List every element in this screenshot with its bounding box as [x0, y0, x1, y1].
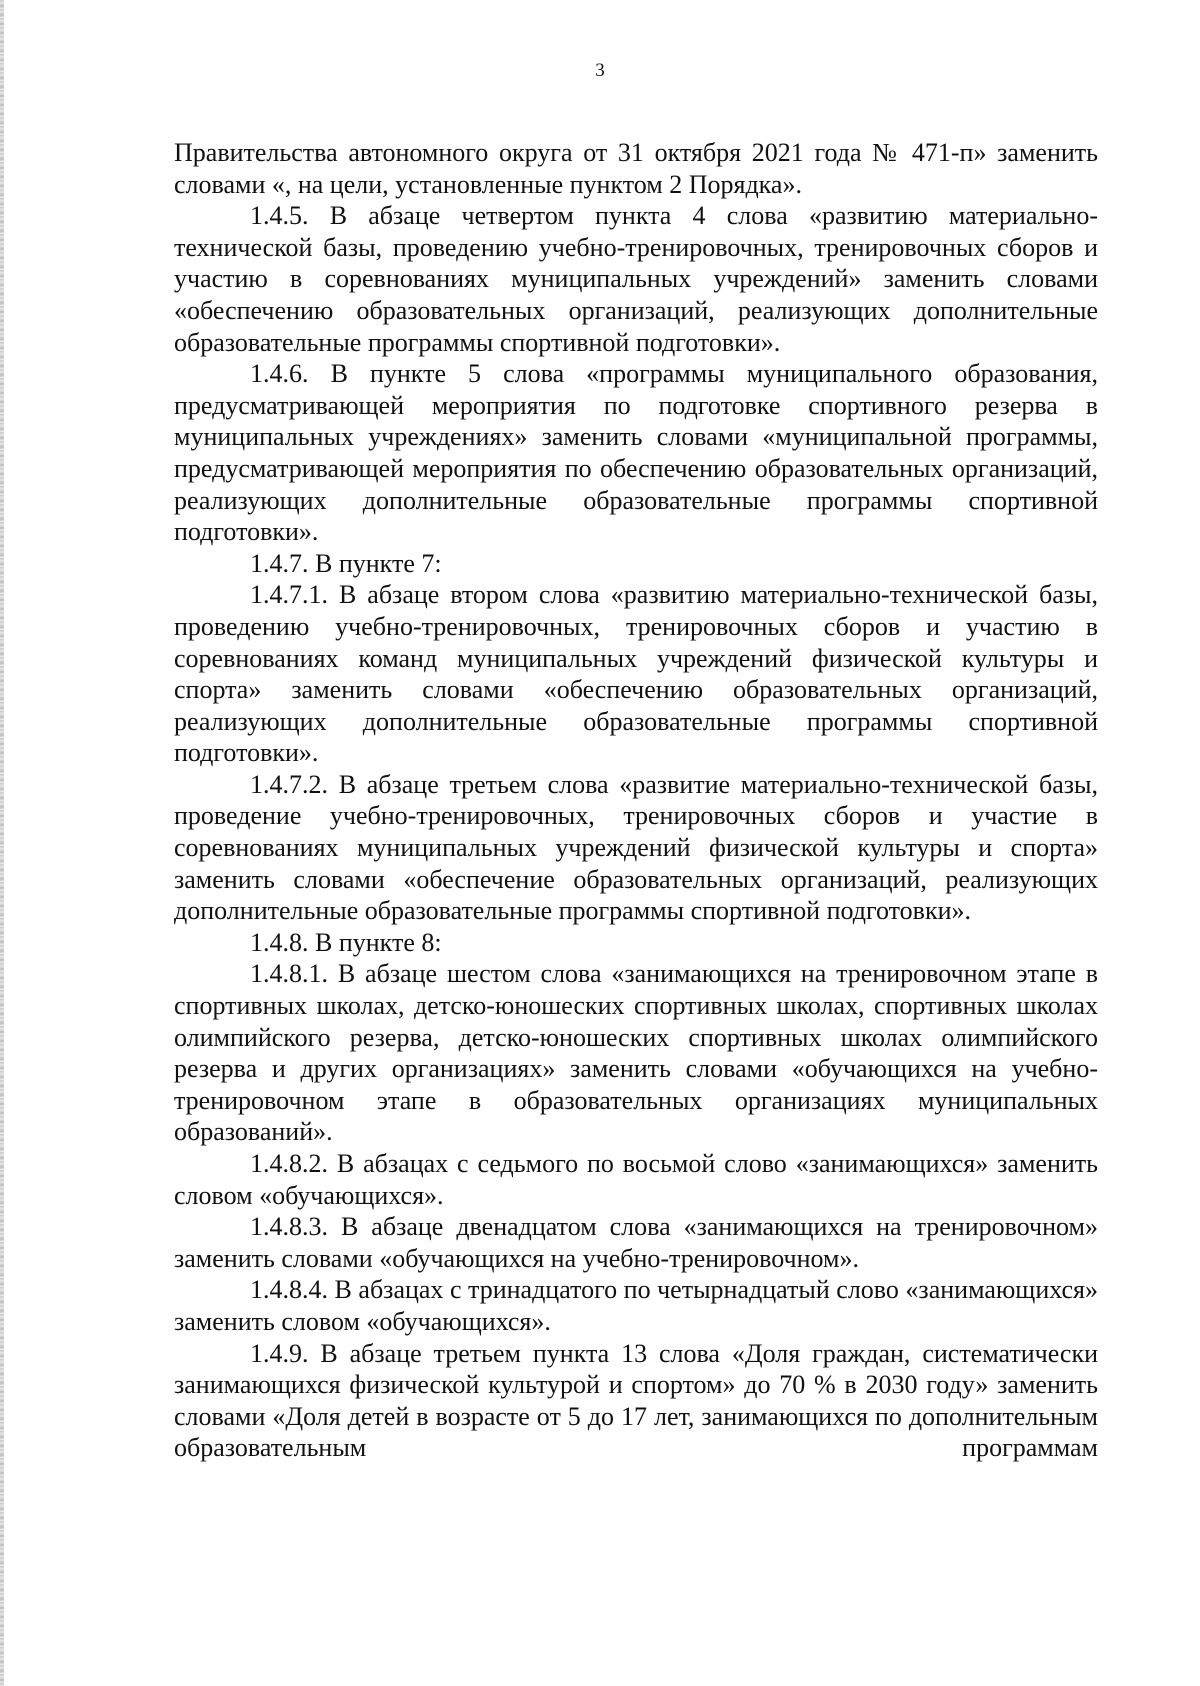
paragraph-continuation: Правительства автономного округа от 31 октября 2021 года № 471-п» заменить словами «, на цели, установленные пунктом 2 Порядка».	[174, 138, 1098, 199]
scan-edge-artifact	[0, 0, 4, 1686]
paragraph-1-4-8-3: 1.4.8.3. В абзаце двенадцатом слова «занимающихся на тренировочном» заменить словами «обучающихся на учебно-тренировочном».	[174, 1212, 1098, 1273]
paragraph-1-4-7: 1.4.7. В пункте 7:	[250, 548, 442, 578]
page-number: 3	[595, 60, 605, 81]
paragraph-1-4-9: 1.4.9. В абзаце третьем пункта 13 слова «Доля граждан, систематически занимающихся физической культурой и спортом» до 70 % в 2030 году» заменить словами «Доля детей в возрасте от 5 до 17 лет, занимающихся по дополнительным образовательным программам	[174, 1338, 1098, 1463]
paragraph-1-4-8-4: 1.4.8.4. В абзацах с тринадцатого по четырнадцатый слово «занимающихся» заменить словом «обучающихся».	[174, 1275, 1098, 1336]
paragraph-1-4-5: 1.4.5. В абзаце четвертом пункта 4 слова «развитию материально-технической базы, проведению учебно-тренировочных, тренировочных сборов и участию в соревнованиях муниципальных учреждений» заменить словами «обеспечению образовательных организаций, реализующих дополнительные образовательные программы спортивной подготовки».	[174, 201, 1098, 357]
paragraph-1-4-8-2: 1.4.8.2. В абзацах с седьмого по восьмой слово «занимающихся» заменить словом «обучающихся».	[174, 1149, 1098, 1210]
paragraph-1-4-8-1: 1.4.8.1. В абзаце шестом слова «занимающихся на тренировочном этапе в спортивных школах, детско-юношеских спортивных школах, спортивных школах олимпийского резерва, детско-юношеских спортивных школах олимпийского резерва и других организациях» заменить словами «обучающихся на учебно-тренировочном этапе в образовательных организациях муниципальных образований».	[174, 959, 1098, 1147]
paragraph-1-4-7-2: 1.4.7.2. В абзаце третьем слова «развитие материально-технической базы, проведение учебно-тренировочных, тренировочных сборов и участие в соревнованиях муниципальных учреждений физической культуры и спорта» заменить словами «обеспечение образовательных организаций, реализующих дополнительные образовательные программы спортивной подготовки».	[174, 769, 1098, 926]
paragraph-1-4-6: 1.4.6. В пункте 5 слова «программы муниципального образования, предусматривающей мероприятия по подготовке спортивного резерва в муниципальных учреждениях» заменить словами «муниципальной программы, предусматривающей мероприятия по обеспечению образовательных организаций, реализующих дополнительные образовательные программы спортивной подготовки».	[174, 359, 1098, 547]
paragraph-1-4-7-1: 1.4.7.1. В абзаце втором слова «развитию материально-технической базы, проведению учебно-тренировочных, тренировочных сборов и участию в соревнованиях команд муниципальных учреждений физической культуры и спорта» заменить словами «обеспечению образовательных организаций, реализующих дополнительные образовательные программы спортивной подготовки».	[174, 580, 1098, 768]
document-body	[174, 137, 1098, 1464]
paragraph-1-4-8: 1.4.8. В пункте 8:	[250, 927, 442, 957]
